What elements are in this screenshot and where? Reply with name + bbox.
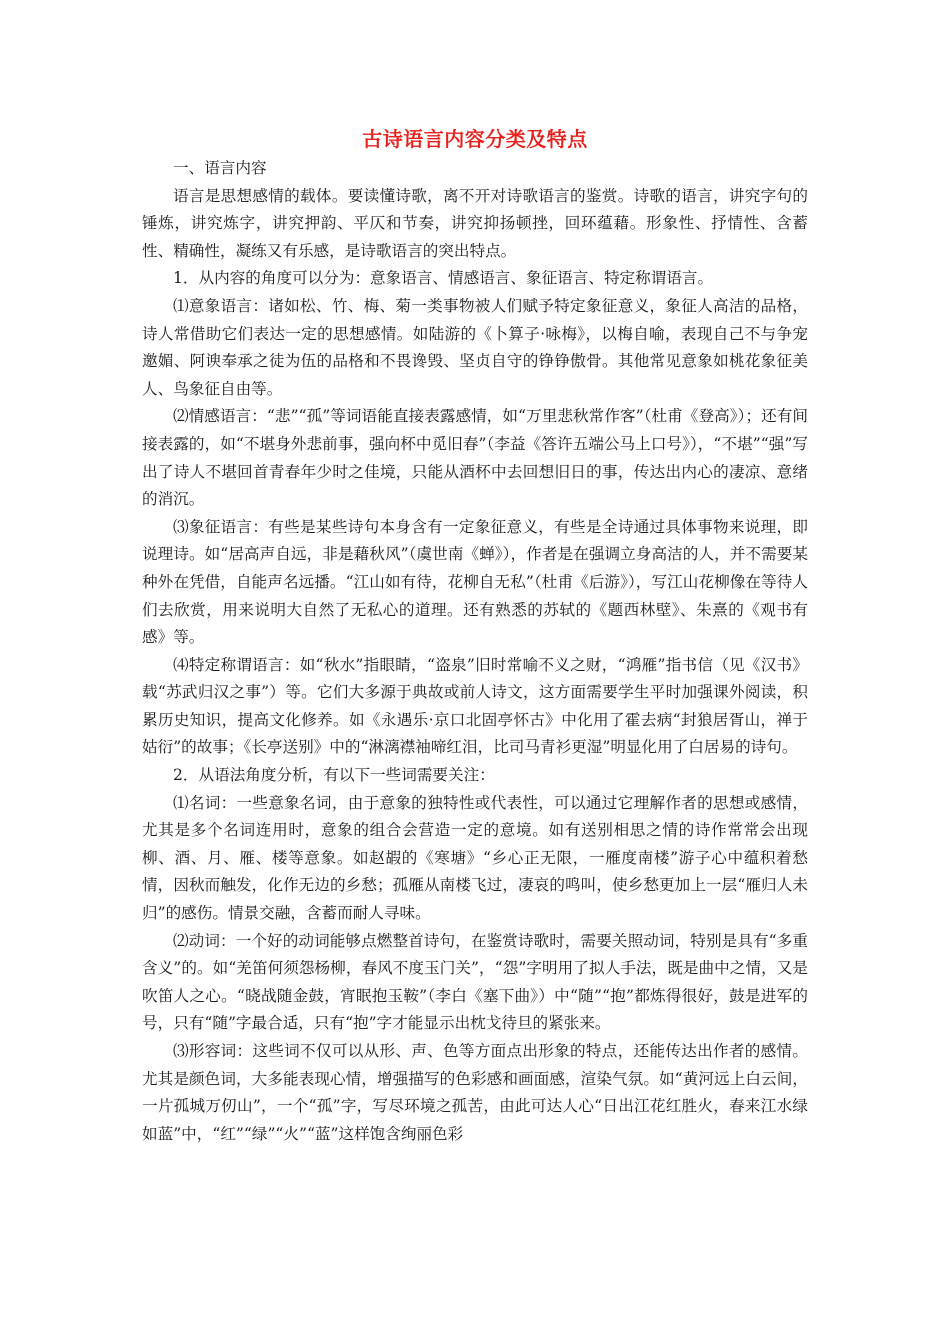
paragraph: ⑶象征语言：有些是某些诗句本身含有一定象征意义，有些是全诗通过具体事物来说理，即说理诗。如“居高声自远，非是藉秋风”（虞世南《蝉》），作者是在强调立身高洁的人，并不需要某种外在凭借，自能声名远播。“江山如有待，花柳自无私”（杜甫《后游》），写江山花柳像在等待人们去欣赏，用来说明大自然了无私心的道理。还有熟悉的苏轼的《题西林壁》、朱熹的《观书有感》等。 [142,517,808,647]
paragraph: ⑴名词：一些意象名词，由于意象的独特性或代表性，可以通过它理解作者的思想或感情，尤其是多个名词连用时，意象的组合会营造一定的意境。如有送别相思之情的诗作常常会出现柳、酒、月、雁、楼等意象。如赵嘏的《寒塘》“乡心正无限，一雁度南楼”游子心中蕴积着愁情，因秋而触发，化作无边的乡愁；孤雁从南楼飞过，凄哀的鸣叫，使乡愁更加上一层“雁归人未归”的感伤。情景交融，含蓄而耐人寻味。 [142,793,808,923]
paragraph: ⑶形容词：这些词不仅可以从形、声、色等方面点出形象的特点，还能传达出作者的感情。尤其是颜色词，大多能表现心情，增强描写的色彩感和画面感，渲染气氛。如“黄河远上白云间，一片孤城万仞山”，一个“孤”字，写尽环境之孤苦，由此可达人心“日出江花红胜火，春来江水绿如蓝”中，“红”“绿”“火”“蓝”这样饱含绚丽色彩 [142,1042,808,1143]
section-heading: 一、语言内容 [173,159,267,177]
paragraph: 1．从内容的角度可以分为：意象语言、情感语言、象征语言、特定称谓语言。 [173,269,714,288]
paragraph: ⑵情感语言：“悲”“孤”等词语能直接表露感情，如“万里悲秋常作客”（杜甫《登高》）；还有间接表露的，如“不堪身外悲前事，强向杯中觅旧春”（李益《答许五端公马上口号》），“不堪”“强”写出了诗人不堪回首青春年少时之佳境，只能从酒杯中去回想旧日的事，传达出内心的凄凉、意绪的消沉。 [142,407,808,509]
paragraph: ⑴意象语言：诸如松、竹、梅、菊一类事物被人们赋予特定象征意义，象征人高洁的品格，诗人常借助它们表达一定的思想感情。如陆游的《卜算子·咏梅》，以梅自喻，表现自己不与争宠邀媚、阿谀奉承之徒为伍的品格和不畏谗毁、坚贞自守的铮铮傲骨。其他常见意象如桃花象征美人、鸟象征自由等。 [142,296,808,398]
paragraph: 语言是思想感情的载体。要读懂诗歌，离不开对诗歌语言的鉴赏。诗歌的语言，讲究字句的锤炼，讲究炼字，讲究押韵、平仄和节奏，讲究抑扬顿挫，回环蕴藉。形象性、抒情性、含蓄性、精确性，凝练又有乐感，是诗歌语言的突出特点。 [142,186,808,260]
document-body [142,155,808,1148]
paragraph: 2．从语法角度分析，有以下一些词需要关注： [173,766,495,785]
paragraph: ⑵动词：一个好的动词能够点燃整首诗句，在鉴赏诗歌时，需要关照动词，特别是具有“多重含义”的。如“羌笛何须怨杨柳，春风不度玉门关”，“怨”字明用了拟人手法，既是曲中之情，又是吹笛人之心。“晓战随金鼓，宵眠抱玉鞍”（李白《塞下曲》）中“随”“抱”都炼得很好，鼓是进军的号，只有“随”字最合适，只有“抱”字才能显示出枕戈待旦的紧张来。 [142,931,808,1033]
document-title: 古诗语言内容分类及特点 [362,127,588,151]
paragraph: ⑷特定称谓语言：如“秋水”指眼睛，“盗泉”旧时常喻不义之财，“鸿雁”指书信（见《汉书》载“苏武归汉之事”）等。它们大多源于典故或前人诗文，这方面需要学生平时加强课外阅读，积累历史知识，提高文化修养。如《永遇乐·京口北固亭怀古》中化用了霍去病“封狼居胥山，禅于姑衍”的故事；《长亭送别》中的“淋漓襟袖啼红泪，比司马青衫更湿”明显化用了白居易的诗句。 [142,655,808,757]
